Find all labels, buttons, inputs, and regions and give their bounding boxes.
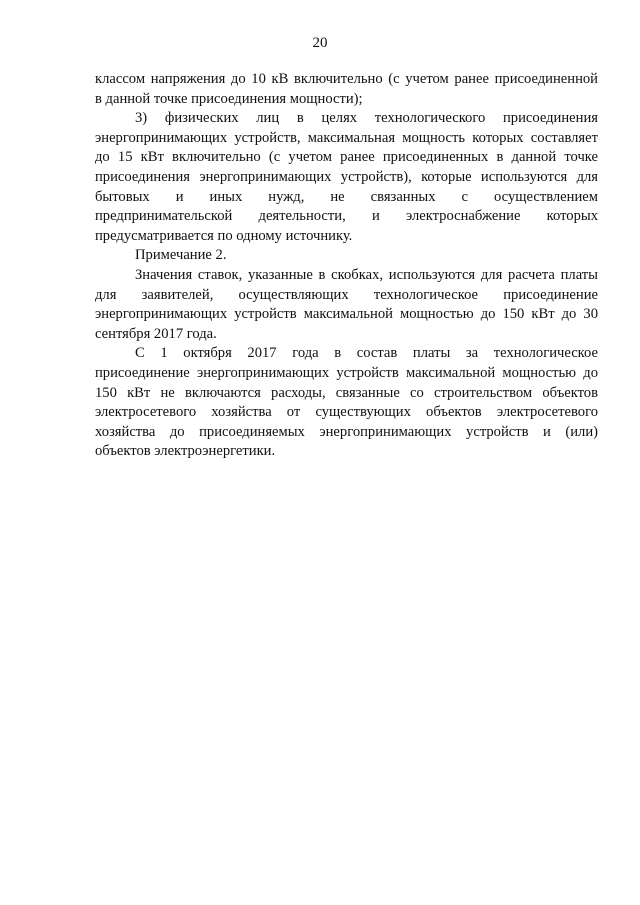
text-line: энергопринимающих устройств максимальной мощностью до 150 кВт до 30 (95, 306, 598, 323)
text-line: бытовых и иных нужд, не связанных с осуществлением (95, 188, 598, 205)
text-line: для заявителей, осуществляющих технологическое присоединение (95, 286, 598, 303)
note-heading (95, 246, 598, 266)
text-line: до 15 кВт включительно (с учетом ранее присоединенных в данной точке (95, 149, 598, 166)
text-line: в данной точке присоединения мощности); (95, 90, 363, 107)
text-line: объектов электроэнергетики. (95, 443, 276, 460)
text-line: сентября 2017 года. (95, 325, 217, 342)
text-line: 150 кВт не включаются расходы, связанные со строительством объектов (95, 384, 598, 401)
text-line: предусматривается по одному источнику. (95, 227, 353, 244)
text-line: хозяйства до присоединяемых энергопринимающих устройств и (или) (95, 423, 598, 440)
text-line: предпринимательской деятельности, и электроснабжение которых (95, 208, 598, 225)
text-line: энергопринимающих устройств, максимальная мощность которых составляет (95, 129, 598, 146)
text-line: Примечание 2. (135, 247, 227, 264)
text-line: присоединение энергопринимающих устройств максимальной мощностью до (95, 364, 598, 381)
text-line: классом напряжения до 10 кВ включительно (с учетом ранее присоединенной (95, 71, 598, 87)
paragraph-item-3 (95, 109, 598, 246)
text-line: присоединения энергопринимающих устройств), которые используются для (95, 168, 598, 185)
page-number: 20 (312, 35, 328, 51)
paragraph-continuation (95, 70, 598, 109)
document-body (95, 70, 598, 462)
paragraph-october-clause (95, 344, 598, 462)
text-line: С 1 октября 2017 года в состав платы за технологическое (135, 345, 598, 362)
text-line: электросетевого хозяйства от существующих объектов электросетевого (95, 404, 598, 421)
paragraph-note-body (95, 266, 598, 344)
text-line: 3) физических лиц в целях технологического присоединения (135, 110, 598, 127)
text-line: Значения ставок, указанные в скобках, используются для расчета платы (135, 266, 598, 283)
